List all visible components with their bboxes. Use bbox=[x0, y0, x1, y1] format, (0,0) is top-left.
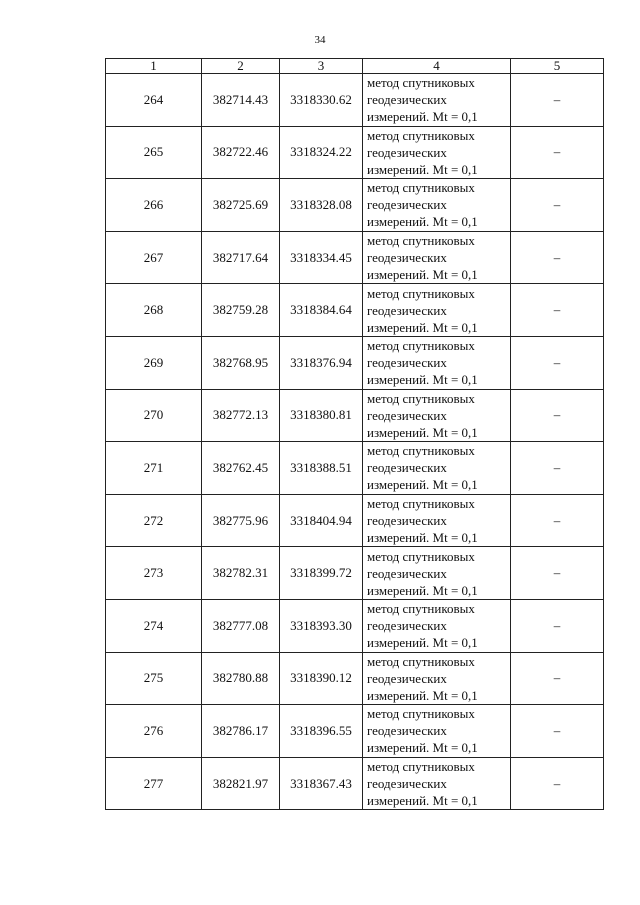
point-number-cell: 264 bbox=[106, 74, 202, 127]
header-col-2: 2 bbox=[202, 59, 280, 74]
x-coordinate-cell: 382782.31 bbox=[202, 547, 280, 600]
note-cell: – bbox=[511, 442, 604, 495]
point-number-cell: 267 bbox=[106, 231, 202, 284]
y-coordinate-cell: 3318334.45 bbox=[280, 231, 363, 284]
y-coordinate-cell: 3318393.30 bbox=[280, 599, 363, 652]
y-coordinate-cell: 3318367.43 bbox=[280, 757, 363, 810]
y-coordinate-cell: 3318388.51 bbox=[280, 442, 363, 495]
method-cell: метод спутниковых геодезических измерений. Mt = 0,1 bbox=[363, 494, 511, 547]
header-col-5: 5 bbox=[511, 59, 604, 74]
x-coordinate-cell: 382775.96 bbox=[202, 494, 280, 547]
x-coordinate-cell: 382777.08 bbox=[202, 599, 280, 652]
method-cell: метод спутниковых геодезических измерений. Mt = 0,1 bbox=[363, 652, 511, 705]
point-number-cell: 265 bbox=[106, 126, 202, 179]
page-number: 34 bbox=[314, 34, 326, 46]
method-cell: метод спутниковых геодезических измерений. Mt = 0,1 bbox=[363, 757, 511, 810]
method-cell: метод спутниковых геодезических измерений. Mt = 0,1 bbox=[363, 389, 511, 442]
table-row bbox=[106, 442, 604, 495]
method-cell: метод спутниковых геодезических измерений. Mt = 0,1 bbox=[363, 547, 511, 600]
method-cell: метод спутниковых геодезических измерений. Mt = 0,1 bbox=[363, 705, 511, 758]
header-col-3: 3 bbox=[280, 59, 363, 74]
y-coordinate-cell: 3318376.94 bbox=[280, 336, 363, 389]
x-coordinate-cell: 382725.69 bbox=[202, 179, 280, 232]
point-number-cell: 277 bbox=[106, 757, 202, 810]
x-coordinate-cell: 382722.46 bbox=[202, 126, 280, 179]
table-row bbox=[106, 336, 604, 389]
method-cell: метод спутниковых геодезических измерений. Mt = 0,1 bbox=[363, 179, 511, 232]
y-coordinate-cell: 3318330.62 bbox=[280, 74, 363, 127]
note-cell: – bbox=[511, 284, 604, 337]
x-coordinate-cell: 382821.97 bbox=[202, 757, 280, 810]
note-cell: – bbox=[511, 599, 604, 652]
x-coordinate-cell: 382717.64 bbox=[202, 231, 280, 284]
point-number-cell: 273 bbox=[106, 547, 202, 600]
y-coordinate-cell: 3318328.08 bbox=[280, 179, 363, 232]
y-coordinate-cell: 3318396.55 bbox=[280, 705, 363, 758]
table-header-row bbox=[106, 59, 604, 74]
note-cell: – bbox=[511, 389, 604, 442]
note-cell: – bbox=[511, 336, 604, 389]
point-number-cell: 274 bbox=[106, 599, 202, 652]
y-coordinate-cell: 3318384.64 bbox=[280, 284, 363, 337]
table-row bbox=[106, 599, 604, 652]
table-row bbox=[106, 652, 604, 705]
table-row bbox=[106, 705, 604, 758]
point-number-cell: 276 bbox=[106, 705, 202, 758]
point-number-cell: 269 bbox=[106, 336, 202, 389]
table-body bbox=[106, 74, 604, 810]
x-coordinate-cell: 382714.43 bbox=[202, 74, 280, 127]
x-coordinate-cell: 382768.95 bbox=[202, 336, 280, 389]
x-coordinate-cell: 382762.45 bbox=[202, 442, 280, 495]
method-cell: метод спутниковых геодезических измерений. Mt = 0,1 bbox=[363, 284, 511, 337]
table-row bbox=[106, 494, 604, 547]
method-cell: метод спутниковых геодезических измерений. Mt = 0,1 bbox=[363, 74, 511, 127]
note-cell: – bbox=[511, 757, 604, 810]
point-number-cell: 270 bbox=[106, 389, 202, 442]
x-coordinate-cell: 382759.28 bbox=[202, 284, 280, 337]
y-coordinate-cell: 3318380.81 bbox=[280, 389, 363, 442]
method-cell: метод спутниковых геодезических измерений. Mt = 0,1 bbox=[363, 126, 511, 179]
header-col-1: 1 bbox=[106, 59, 202, 74]
coordinates-table bbox=[105, 58, 604, 810]
method-cell: метод спутниковых геодезических измерений. Mt = 0,1 bbox=[363, 442, 511, 495]
method-cell: метод спутниковых геодезических измерений. Mt = 0,1 bbox=[363, 336, 511, 389]
table-row bbox=[106, 126, 604, 179]
y-coordinate-cell: 3318404.94 bbox=[280, 494, 363, 547]
table-row bbox=[106, 179, 604, 232]
table-row bbox=[106, 389, 604, 442]
table-row bbox=[106, 757, 604, 810]
note-cell: – bbox=[511, 74, 604, 127]
method-cell: метод спутниковых геодезических измерений. Mt = 0,1 bbox=[363, 599, 511, 652]
table-row bbox=[106, 284, 604, 337]
note-cell: – bbox=[511, 231, 604, 284]
y-coordinate-cell: 3318390.12 bbox=[280, 652, 363, 705]
table-row bbox=[106, 74, 604, 127]
note-cell: – bbox=[511, 547, 604, 600]
method-cell: метод спутниковых геодезических измерений. Mt = 0,1 bbox=[363, 231, 511, 284]
x-coordinate-cell: 382786.17 bbox=[202, 705, 280, 758]
y-coordinate-cell: 3318399.72 bbox=[280, 547, 363, 600]
table-row bbox=[106, 547, 604, 600]
x-coordinate-cell: 382772.13 bbox=[202, 389, 280, 442]
note-cell: – bbox=[511, 179, 604, 232]
x-coordinate-cell: 382780.88 bbox=[202, 652, 280, 705]
point-number-cell: 271 bbox=[106, 442, 202, 495]
table-row bbox=[106, 231, 604, 284]
note-cell: – bbox=[511, 494, 604, 547]
note-cell: – bbox=[511, 652, 604, 705]
point-number-cell: 266 bbox=[106, 179, 202, 232]
note-cell: – bbox=[511, 705, 604, 758]
point-number-cell: 268 bbox=[106, 284, 202, 337]
note-cell: – bbox=[511, 126, 604, 179]
point-number-cell: 275 bbox=[106, 652, 202, 705]
header-col-4: 4 bbox=[363, 59, 511, 74]
point-number-cell: 272 bbox=[106, 494, 202, 547]
y-coordinate-cell: 3318324.22 bbox=[280, 126, 363, 179]
